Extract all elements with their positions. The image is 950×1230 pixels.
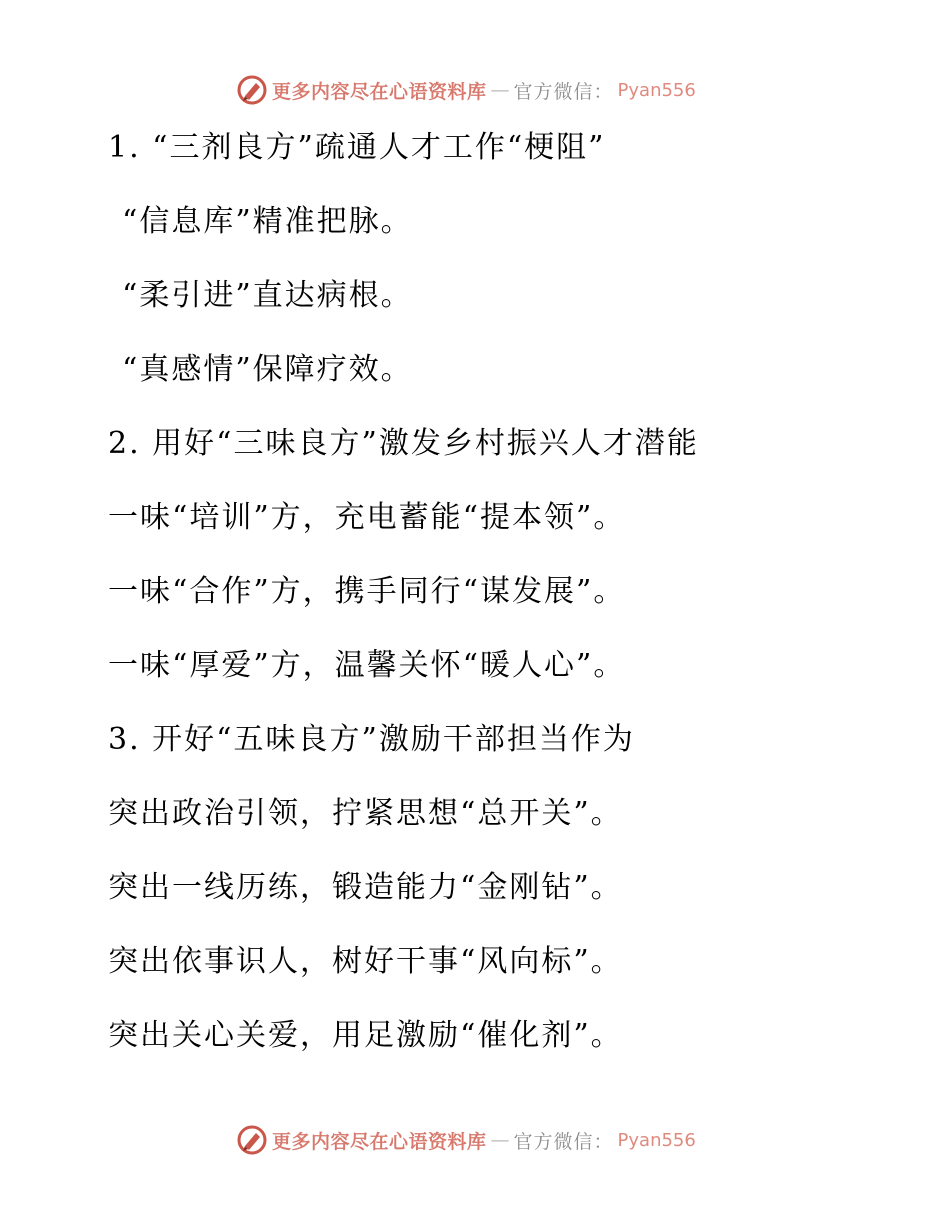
- list-item: 突出依事识人，树好干事“风向标”。: [108, 944, 623, 979]
- watermark-separator: —: [490, 1129, 510, 1151]
- heading-3: 3. 开好“五味良方”激励干部担当作为: [108, 722, 635, 757]
- list-item: “柔引进”直达病根。: [122, 278, 413, 313]
- footer-watermark: [236, 1123, 696, 1157]
- watermark-label: 官方微信：: [513, 80, 614, 103]
- document-body: [108, 122, 908, 1084]
- list-item: 突出政治引领，拧紧思想“总开关”。: [108, 796, 623, 831]
- heading-1: 1. “三剂良方”疏通人才工作“梗阻”: [108, 130, 606, 165]
- watermark-brand: 更多内容尽在心语资料库: [272, 80, 487, 103]
- list-item: 一味“培训”方，充电蓄能“提本领”。: [108, 500, 626, 535]
- list-item: 突出一线历练，锻造能力“金刚钻”。: [108, 870, 623, 905]
- list-item: 突出关心关爱，用足激励“催化剂”。: [108, 1018, 623, 1053]
- list-item: “真感情”保障疗效。: [122, 352, 413, 387]
- watermark-separator: —: [490, 79, 510, 101]
- list-item: 一味“厚爱”方，温馨关怀“暖人心”。: [108, 648, 626, 683]
- watermark-label: 官方微信：: [513, 1130, 614, 1153]
- heading-2: 2. 用好“三味良方”激发乡村振兴人才潜能: [108, 426, 699, 461]
- header-watermark: [236, 73, 696, 107]
- watermark-brand: 更多内容尽在心语资料库: [272, 1130, 487, 1153]
- pen-logo-icon: [236, 74, 268, 106]
- list-item: 一味“合作”方，携手同行“谋发展”。: [108, 574, 626, 609]
- list-item: “信息库”精准把脉。: [122, 204, 413, 239]
- pen-logo-icon: [236, 1124, 268, 1156]
- watermark-wechat-id: Pyan556: [617, 1129, 696, 1151]
- watermark-wechat-id: Pyan556: [617, 79, 696, 101]
